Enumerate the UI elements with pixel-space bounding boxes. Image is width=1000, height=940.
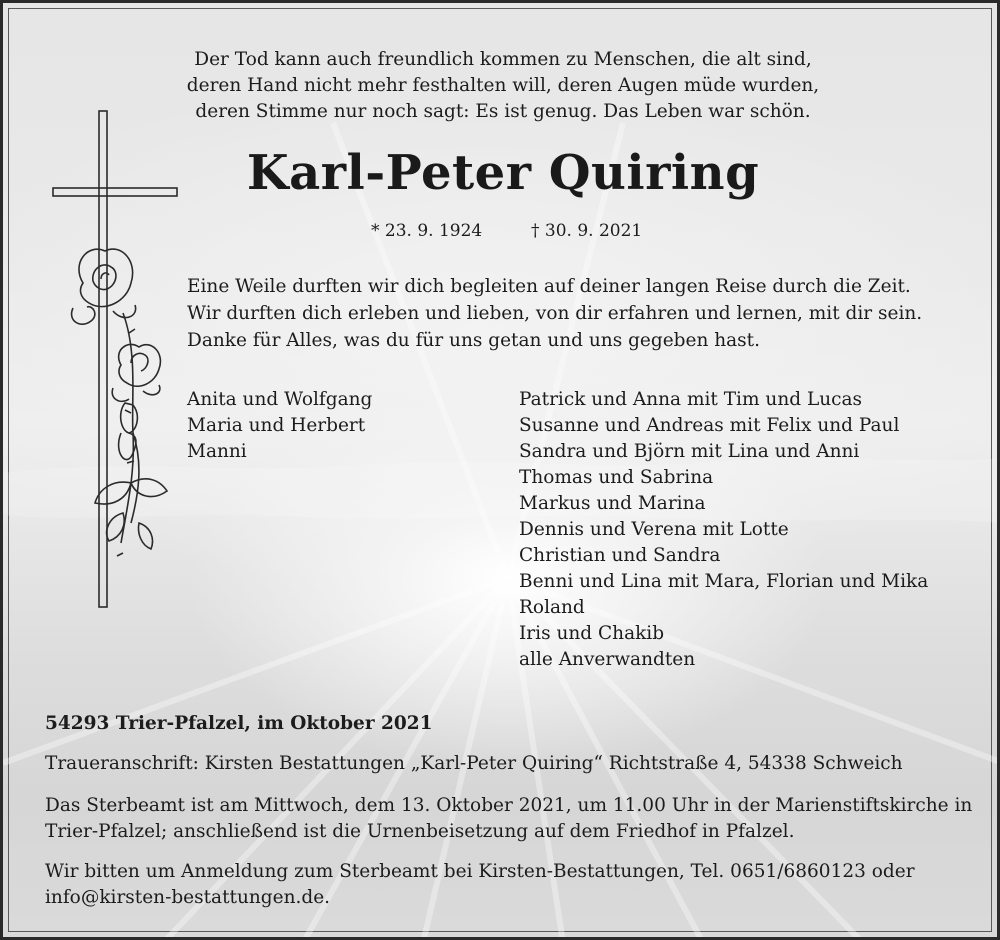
death-date: † 30. 9. 2021 <box>531 221 643 241</box>
contact-line: Wir bitten um Anmeldung zum Sterbeamt bei Kirsten-Bestattungen, Tel. 0651/6860123 oder <box>45 861 915 882</box>
poem-line: deren Hand nicht mehr festhalten will, deren Augen müde wurden, <box>186 75 820 96</box>
mourner-entry: Roland <box>519 597 585 618</box>
cross-with-roses-icon <box>43 103 183 613</box>
mourner-entry: Anita und Wolfgang <box>187 389 373 410</box>
contact-line: info@kirsten-bestattungen.de. <box>45 887 331 908</box>
poem-line: Der Tod kann auch freundlich kommen zu Menschen, die alt sind, <box>194 49 812 70</box>
intro-text <box>187 273 947 354</box>
poem <box>103 47 903 125</box>
contact-info <box>45 859 965 911</box>
mourning-address: Traueranschrift: Kirsten Bestattungen „Karl-Peter Quiring“ Richtstraße 4, 54338 Schweich <box>45 753 903 774</box>
service-info <box>45 793 973 845</box>
mourner-entry: Sandra und Björn mit Lina und Anni <box>519 441 860 462</box>
birth-date: * 23. 9. 1924 <box>371 221 483 241</box>
mourner-entry: Manni <box>187 441 247 462</box>
mourner-entry: alle Anverwandten <box>519 649 696 670</box>
mourner-entry: Markus und Marina <box>519 493 706 514</box>
mourner-entry: Susanne und Andreas mit Felix und Paul <box>519 415 900 436</box>
mourner-entry: Maria und Herbert <box>187 415 366 436</box>
intro-line: Wir durften dich erleben und lieben, von dir erfahren und lernen, mit dir sein. <box>187 303 923 324</box>
mourner-entry: Dennis und Verena mit Lotte <box>519 519 789 540</box>
service-line: Das Sterbeamt ist am Mittwoch, dem 13. Oktober 2021, um 11.00 Uhr in der Marienstiftskirche in <box>45 795 973 816</box>
mourners-right-list <box>519 387 928 673</box>
mourner-entry: Thomas und Sabrina <box>519 467 714 488</box>
mourner-entry: Christian und Sandra <box>519 545 721 566</box>
mourners-left-list <box>187 387 372 465</box>
deceased-name: Karl-Peter Quiring <box>246 145 760 201</box>
mourner-entry: Iris und Chakib <box>519 623 665 644</box>
mourner-entry: Patrick und Anna mit Tim und Lucas <box>519 389 863 410</box>
service-line: Trier-Pfalzel; anschließend ist die Urnenbeisetzung auf dem Friedhof in Pfalzel. <box>45 821 795 842</box>
place-date: 54293 Trier-Pfalzel, im Oktober 2021 <box>45 713 433 734</box>
mourner-entry: Benni und Lina mit Mara, Florian und Mika <box>519 571 929 592</box>
intro-line: Danke für Alles, was du für uns getan und uns gegeben hast. <box>187 330 760 351</box>
poem-line: deren Stimme nur noch sagt: Es ist genug. Das Leben war schön. <box>195 101 811 122</box>
intro-line: Eine Weile durften wir dich begleiten auf deiner langen Reise durch die Zeit. <box>187 276 911 297</box>
